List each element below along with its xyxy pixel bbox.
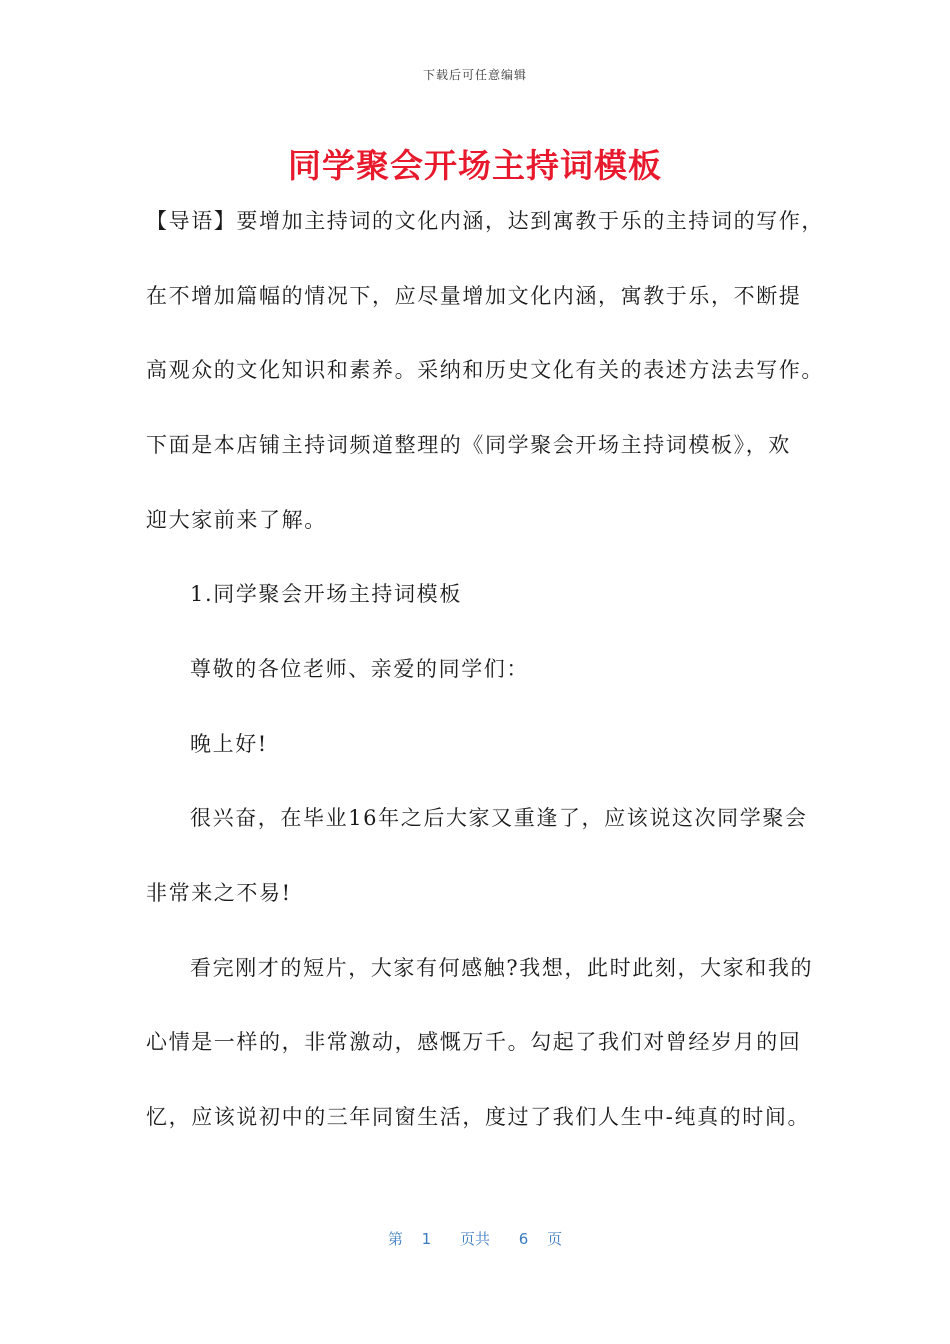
page-prefix: 第 <box>387 1230 403 1248</box>
page-total: 6 <box>518 1230 529 1248</box>
page-mid: 页共 <box>459 1230 490 1248</box>
page-indicator <box>0 1228 950 1249</box>
paragraph-line: 迎大家前来了解。 <box>146 508 327 532</box>
paragraph-line: 看完刚才的短片，大家有何感触?我想，此时此刻，大家和我的 <box>190 956 814 980</box>
page-number: 1 <box>421 1230 432 1248</box>
page-suffix: 页 <box>547 1230 563 1248</box>
paragraph-line: 很兴奋，在毕业16年之后大家又重逢了，应该说这次同学聚会 <box>190 806 808 830</box>
paragraph-line: 在不增加篇幅的情况下，应尽量增加文化内涵，寓教于乐，不断提 <box>146 284 802 308</box>
paragraph-line: 非常来之不易! <box>146 881 292 905</box>
paragraph-line: 高观众的文化知识和素养。采纳和历史文化有关的表述方法去写作。 <box>146 358 824 382</box>
paragraph-line: 尊敬的各位老师、亲爱的同学们： <box>190 657 529 681</box>
paragraph-line: 下面是本店铺主持词频道整理的《同学聚会开场主持词模板》，欢 <box>146 433 791 457</box>
header-note: 下载后可任意编辑 <box>422 68 527 82</box>
section-heading: 1.同学聚会开场主持词模板 <box>190 582 462 606</box>
paragraph-line: 【导语】要增加主持词的文化内涵，达到寓教于乐的主持词的写作， <box>146 209 824 233</box>
paragraph-line: 心情是一样的，非常激动，感慨万千。勾起了我们对曾经岁月的回 <box>146 1030 802 1054</box>
paragraph-line: 忆，应该说初中的三年同窗生活，度过了我们人生中-纯真的时间。 <box>146 1105 811 1129</box>
paragraph-line: 晚上好! <box>190 732 268 756</box>
document-title: 同学聚会开场主持词模板 <box>288 146 662 185</box>
